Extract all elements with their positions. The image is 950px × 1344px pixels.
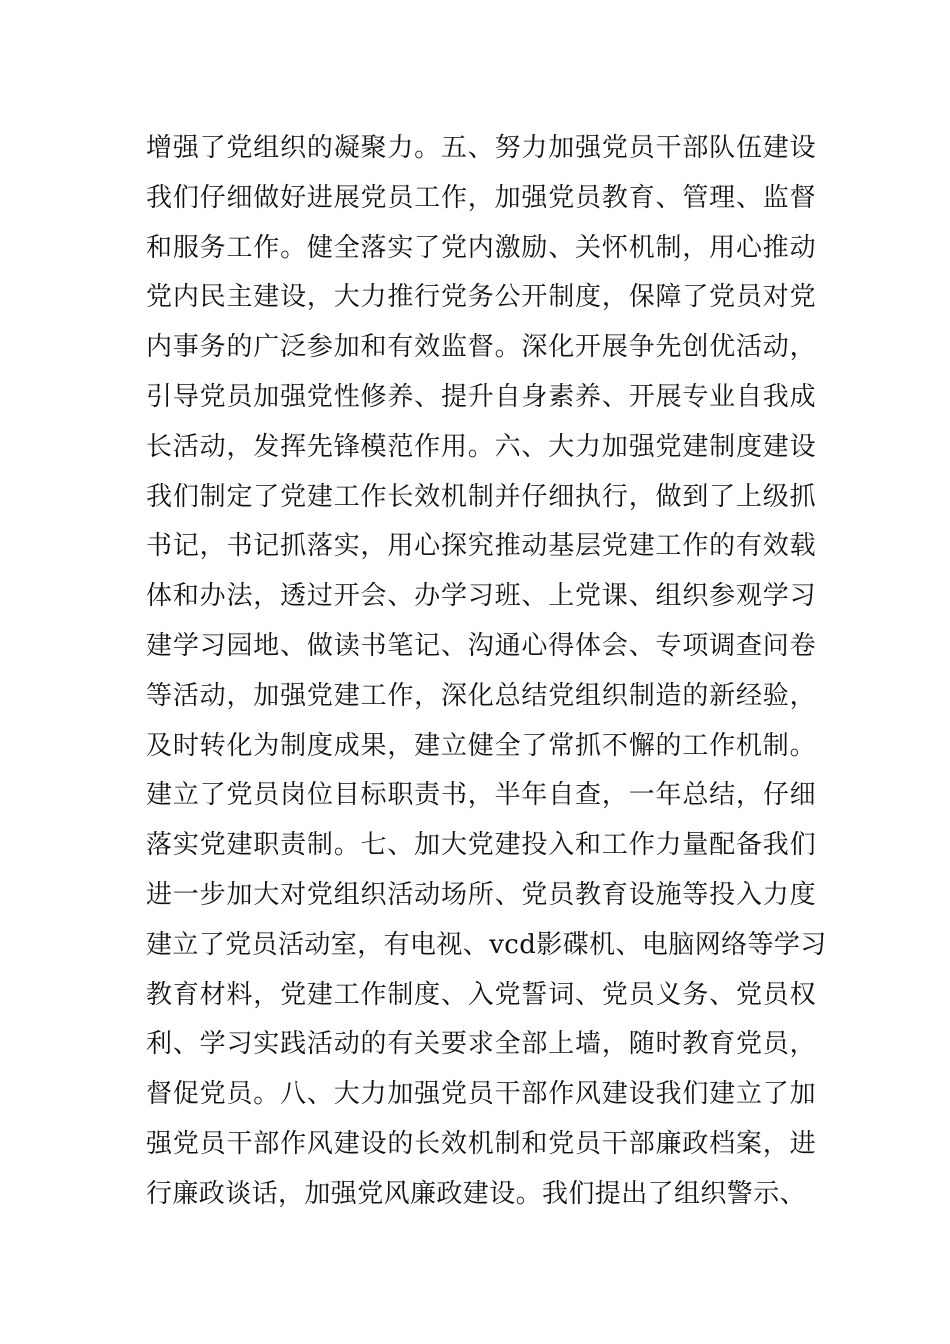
text-line-3: 和服务工作。健全落实了党内激励、关怀机制，用心推动 — [146, 232, 816, 263]
text-line-7: 长活动，发挥先锋模范作用。六、大力加强党建制度建设 — [146, 431, 816, 462]
text-line-10: 体和办法，透过开会、办学习班、上党课、组织参观学习 — [146, 581, 816, 612]
text-line-4: 党内民主建设，大力推行党务公开制度，保障了党员对党 — [146, 282, 816, 313]
text-line-22: 行廉政谈话，加强党风廉政建设。我们提出了组织警示、 — [146, 1178, 807, 1209]
text-line-16: 进一步加大对党组织活动场所、党员教育设施等投入力度 — [146, 879, 816, 910]
text-line-12: 等活动，加强党建工作，深化总结党组织制造的新经验， — [146, 680, 816, 711]
text-line-6: 引导党员加强党性修养、提升自身素养、开展专业自我成 — [146, 381, 816, 412]
text-line-15: 落实党建职责制。七、加大党建投入和工作力量配备我们 — [146, 830, 816, 861]
text-line-13: 及时转化为制度成果，建立健全了常抓不懈的工作机制。 — [146, 730, 816, 761]
text-line-21: 强党员干部作风建设的长效机制和党员干部廉政档案，进 — [146, 1128, 816, 1159]
body-text — [146, 124, 827, 1220]
text-line-8: 我们制定了党建工作长效机制并仔细执行，做到了上级抓 — [146, 481, 816, 512]
text-line-2: 我们仔细做好进展党员工作，加强党员教育、管理、监督 — [146, 182, 816, 213]
text-line-20: 督促党员。八、大力加强党员干部作风建设我们建立了加 — [146, 1079, 816, 1110]
text-line-9: 书记，书记抓落实，用心探究推动基层党建工作的有效载 — [146, 531, 816, 562]
text-line-1: 增强了党组织的凝聚力。五、努力加强党员干部队伍建设 — [146, 133, 816, 163]
text-line-11: 建学习园地、做读书笔记、沟通心得体会、专项调查问卷 — [146, 630, 816, 661]
text-line-14: 建立了党员岗位目标职责书，半年自查，一年总结，仔细 — [146, 780, 816, 811]
text-line-18: 教育材料，党建工作制度、入党誓词、党员义务、党员权 — [146, 979, 816, 1010]
text-line-5: 内事务的广泛参加和有效监督。深化开展争先创优活动， — [146, 332, 816, 363]
text-line-17: 建立了党员活动室，有电视、vcd影碟机、电脑网络等学习 — [146, 929, 827, 960]
text-line-19: 利、学习实践活动的有关要求全部上墙，随时教育党员， — [146, 1029, 816, 1060]
